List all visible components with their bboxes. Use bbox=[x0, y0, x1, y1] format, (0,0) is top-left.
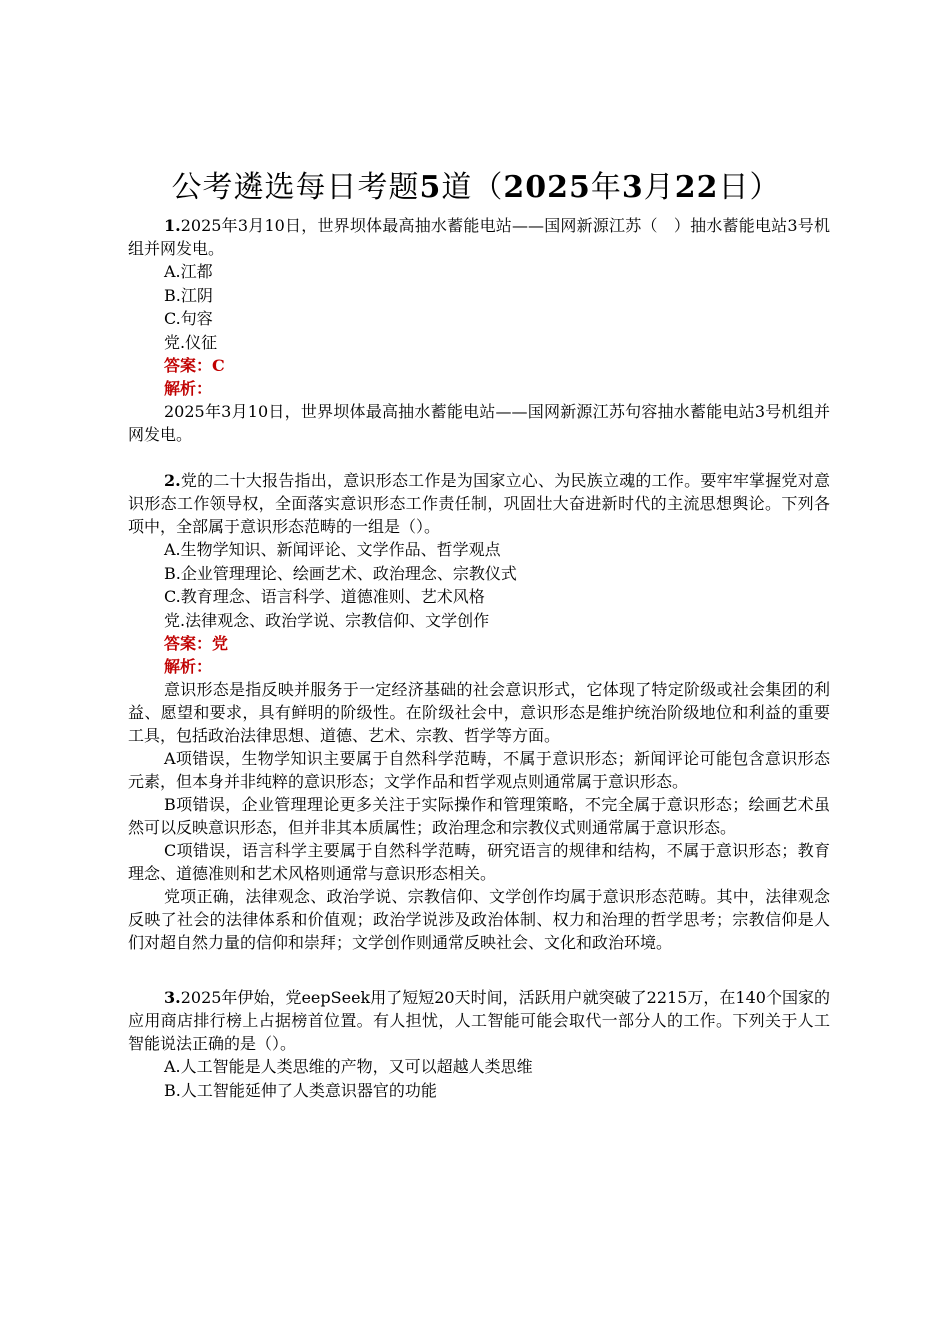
option-d: 党.法律观念、政治学说、宗教信仰、文学创作 bbox=[164, 610, 490, 630]
option-d: 党.仪征 bbox=[164, 332, 218, 352]
title-month: 3 bbox=[621, 170, 644, 205]
option-a: A.人工智能是人类思维的产物，又可以超越人类思维 bbox=[164, 1057, 533, 1076]
question-stem bbox=[128, 214, 830, 260]
document-page bbox=[128, 168, 830, 1102]
title-suffix: 日） bbox=[718, 170, 781, 205]
question-stem bbox=[128, 986, 830, 1055]
option-c: C.句容 bbox=[164, 309, 213, 328]
question-stem bbox=[128, 469, 830, 538]
option-b: B.企业管理理论、绘画艺术、政治理念、宗教仪式 bbox=[164, 563, 517, 583]
question-text: 2025年伊始，党eepSeek用了短短20天时间，活跃用户就突破了2215万，在140个国家的应用商店排行榜上占据榜首位置。有人担忧，人工智能可能会取代一部分人的工作。下列关于人工智能说法正确的是（）。 bbox=[128, 988, 830, 1053]
option-a: A.生物学知识、新闻评论、文学作品、哲学观点 bbox=[164, 540, 501, 559]
analysis-paragraph: B项错误，企业管理理论更多关注于实际操作和管理策略，不完全属于意识形态；绘画艺术虽然可以反映意识形态，但并非其本质属性；政治理念和宗教仪式则通常属于意识形态。 bbox=[128, 795, 830, 837]
analysis-paragraph: A项错误，生物学知识主要属于自然科学范畴，不属于意识形态；新闻评论可能包含意识形态元素，但本身并非纯粹的意识形态；文学作品和哲学观点则通常属于意识形态。 bbox=[128, 749, 830, 791]
question-3 bbox=[128, 986, 830, 1102]
option-a: A.江都 bbox=[164, 262, 213, 281]
question-text: 党的二十大报告指出，意识形态工作是为国家立心、为民族立魂的工作。要牢牢掌握党对意识形态工作领导权，全面落实意识形态工作责任制，巩固壮大奋进新时代的主流思想舆论。下列各项中，全部属于意识形态范畴的一组是（）。 bbox=[128, 471, 830, 536]
title-count: 5 bbox=[419, 170, 442, 205]
analysis-paragraph: 党项正确，法律观念、政治学说、宗教信仰、文学创作均属于意识形态范畴。其中，法律观念反映了社会的法律体系和价值观；政治学说涉及政治体制、权力和治理的哲学思考；宗教信仰是人们对超自然力量的信仰和崇拜；文学创作则通常反映社会、文化和政治环境。 bbox=[128, 887, 830, 952]
question-number: 2. bbox=[164, 471, 181, 490]
answer-label: 答案：党 bbox=[164, 634, 229, 653]
spacer bbox=[128, 954, 830, 986]
analysis-paragraph: 2025年3月10日，世界坝体最高抽水蓄能电站——国网新源江苏句容抽水蓄能电站3号机组并网发电。 bbox=[128, 402, 830, 444]
analysis-paragraph: 意识形态是指反映并服务于一定经济基础的社会意识形式，它体现了特定阶级或社会集团的利益、愿望和要求，具有鲜明的阶级性。在阶级社会中，意识形态是维护统治阶级地位和利益的重要工具，包括政治法律思想、道德、艺术、宗教、哲学等方面。 bbox=[128, 680, 830, 745]
analysis-label: 解析： bbox=[164, 379, 213, 398]
spacer bbox=[128, 446, 830, 469]
answer-label: 答案：C bbox=[164, 356, 225, 375]
question-1 bbox=[128, 214, 830, 446]
title-yue: 月 bbox=[643, 170, 675, 205]
question-text: 2025年3月10日，世界坝体最高抽水蓄能电站——国网新源江苏（ ）抽水蓄能电站3号机组并网发电。 bbox=[128, 216, 830, 258]
page-title bbox=[122, 168, 830, 208]
question-number: 1. bbox=[164, 216, 181, 235]
question-number: 3. bbox=[164, 988, 181, 1007]
analysis-label: 解析： bbox=[164, 657, 213, 676]
title-day: 22 bbox=[674, 170, 719, 205]
analysis-paragraph: C项错误，语言科学主要属于自然科学范畴，研究语言的规律和结构，不属于意识形态；教育理念、道德准则和艺术风格则通常与意识形态相关。 bbox=[128, 841, 830, 883]
option-c: C.教育理念、语言科学、道德准则、艺术风格 bbox=[164, 587, 485, 606]
option-b: B.江阴 bbox=[164, 285, 213, 305]
question-2 bbox=[128, 469, 830, 954]
title-nian: 年 bbox=[590, 170, 622, 205]
option-b: B.人工智能延伸了人类意识器官的功能 bbox=[164, 1080, 437, 1100]
title-year: 2025 bbox=[503, 170, 591, 205]
title-prefix: 公考遴选每日考题 bbox=[171, 170, 420, 205]
title-middle: 道（ bbox=[441, 170, 504, 205]
